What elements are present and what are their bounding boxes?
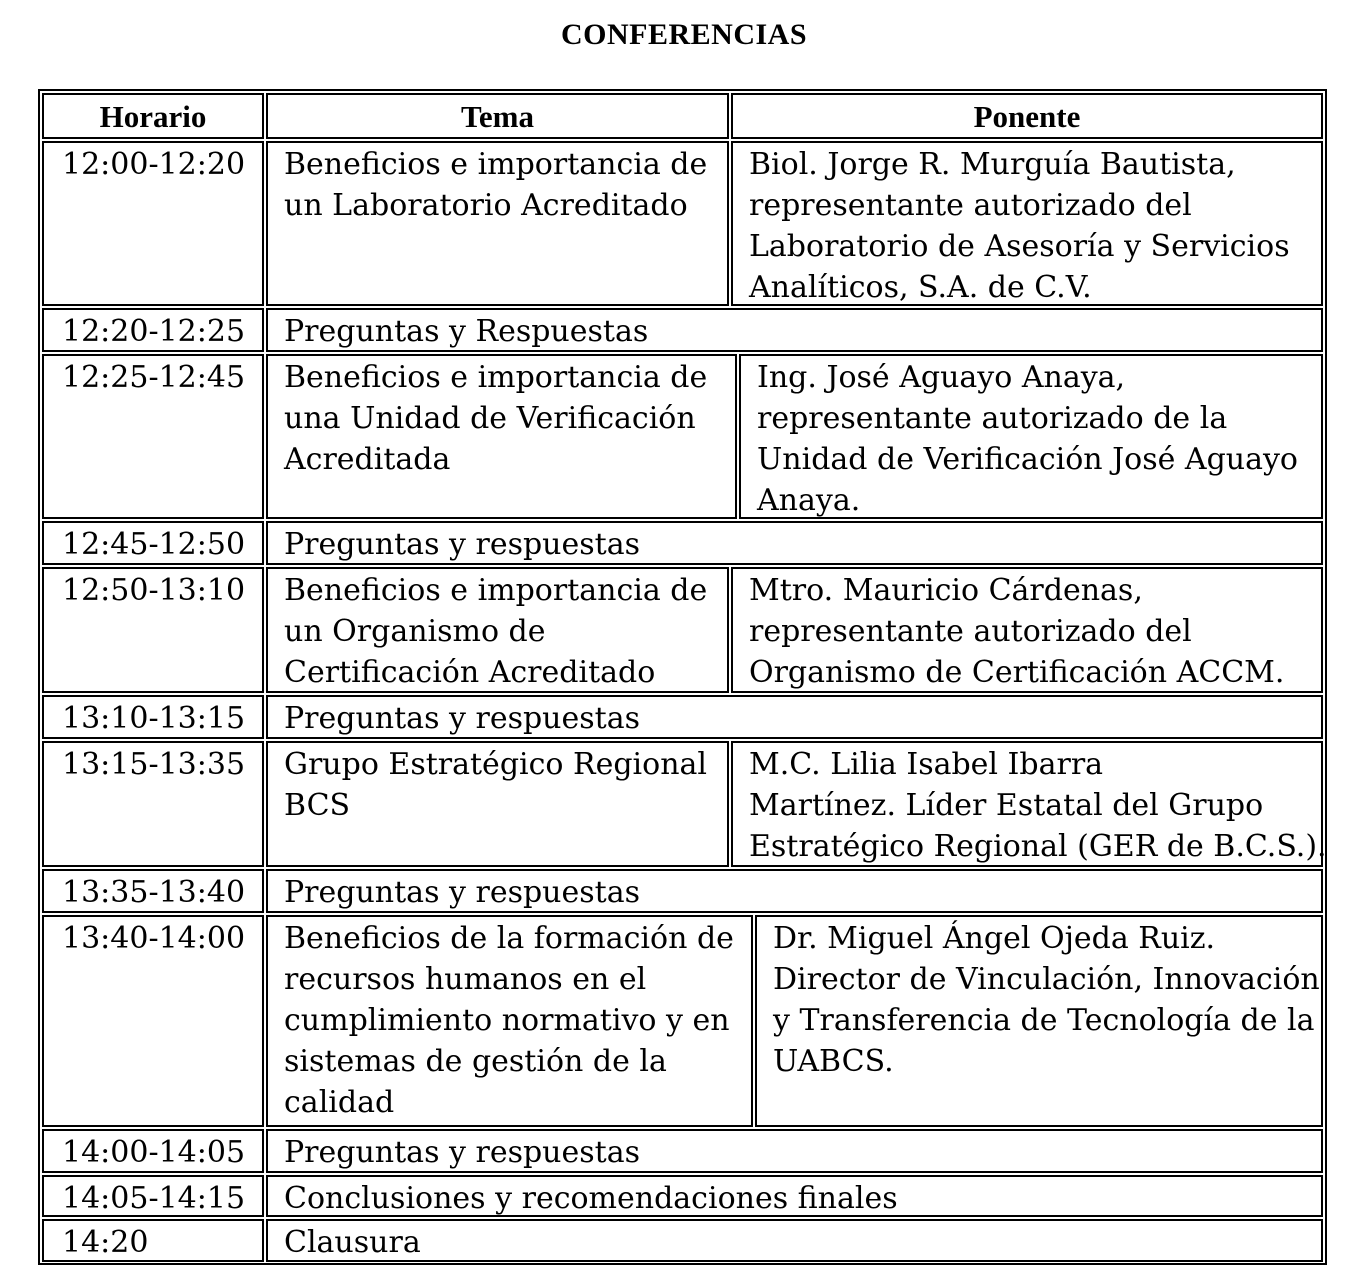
- table-row-time: 14:05-14:15: [42, 1175, 264, 1217]
- table-row-speaker: M.C. Lilia Isabel Ibarra Martínez. Líder Estatal del Grupo Estratégico Regional (GER de B.C.S.).: [731, 741, 1323, 867]
- table-row-topic: Grupo Estratégico Regional BCS: [266, 741, 729, 867]
- table-row-topic: Preguntas y respuestas: [266, 869, 1323, 913]
- table-row-topic: Preguntas y respuestas: [266, 1129, 1323, 1173]
- table-row-time: 13:35-13:40: [42, 869, 264, 913]
- table-row-time: 13:10-13:15: [42, 695, 264, 739]
- table-row-topic: Preguntas y respuestas: [266, 695, 1323, 739]
- table-row-time: 12:45-12:50: [42, 521, 264, 565]
- table-row-time: 13:40-14:00: [42, 915, 264, 1127]
- header-time: Horario: [42, 93, 264, 139]
- table-row-time: 12:50-13:10: [42, 567, 264, 693]
- header-topic: Tema: [266, 93, 729, 139]
- header-speaker: Ponente: [731, 93, 1323, 139]
- table-row-time: 12:20-12:25: [42, 308, 264, 352]
- table-row-time: 12:00-12:20: [42, 141, 264, 306]
- table-row-time: 13:15-13:35: [42, 741, 264, 867]
- table-row-time: 14:00-14:05: [42, 1129, 264, 1173]
- table-row-topic: Beneficios e importancia de un Organismo de Certificación Acreditado: [266, 567, 729, 693]
- table-row-topic: Beneficios e importancia de una Unidad de Verificación Acreditada: [266, 354, 737, 519]
- table-row-speaker: Biol. Jorge R. Murguía Bautista, representante autorizado del Laboratorio de Asesoría y Servicios Analíticos, S.A. de C.V.: [731, 141, 1323, 306]
- table-row-topic: Beneficios e importancia de un Laboratorio Acreditado: [266, 141, 729, 306]
- table-row-speaker: Ing. José Aguayo Anaya, representante autorizado de la Unidad de Verificación José Aguayo Anaya.: [739, 354, 1323, 519]
- table-row-topic: Conclusiones y recomendaciones finales: [266, 1175, 1323, 1217]
- table-row-speaker: Mtro. Mauricio Cárdenas, representante autorizado del Organismo de Certificación ACCM.: [731, 567, 1323, 693]
- table-row-speaker: Dr. Miguel Ángel Ojeda Ruiz. Director de Vinculación, Innovación y Transferencia de Tecnología de la UABCS.: [755, 915, 1323, 1127]
- table-row-topic: Preguntas y respuestas: [266, 521, 1323, 565]
- table-row-time: 14:20: [42, 1219, 264, 1262]
- table-row-topic: Preguntas y Respuestas: [266, 308, 1323, 352]
- page-title: CONFERENCIAS: [560, 18, 808, 51]
- table-row-topic: Beneficios de la formación de recursos humanos en el cumplimiento normativo y en sistemas de gestión de la calidad: [266, 915, 753, 1127]
- table-row-topic: Clausura: [266, 1219, 1323, 1262]
- table-row-time: 12:25-12:45: [42, 354, 264, 519]
